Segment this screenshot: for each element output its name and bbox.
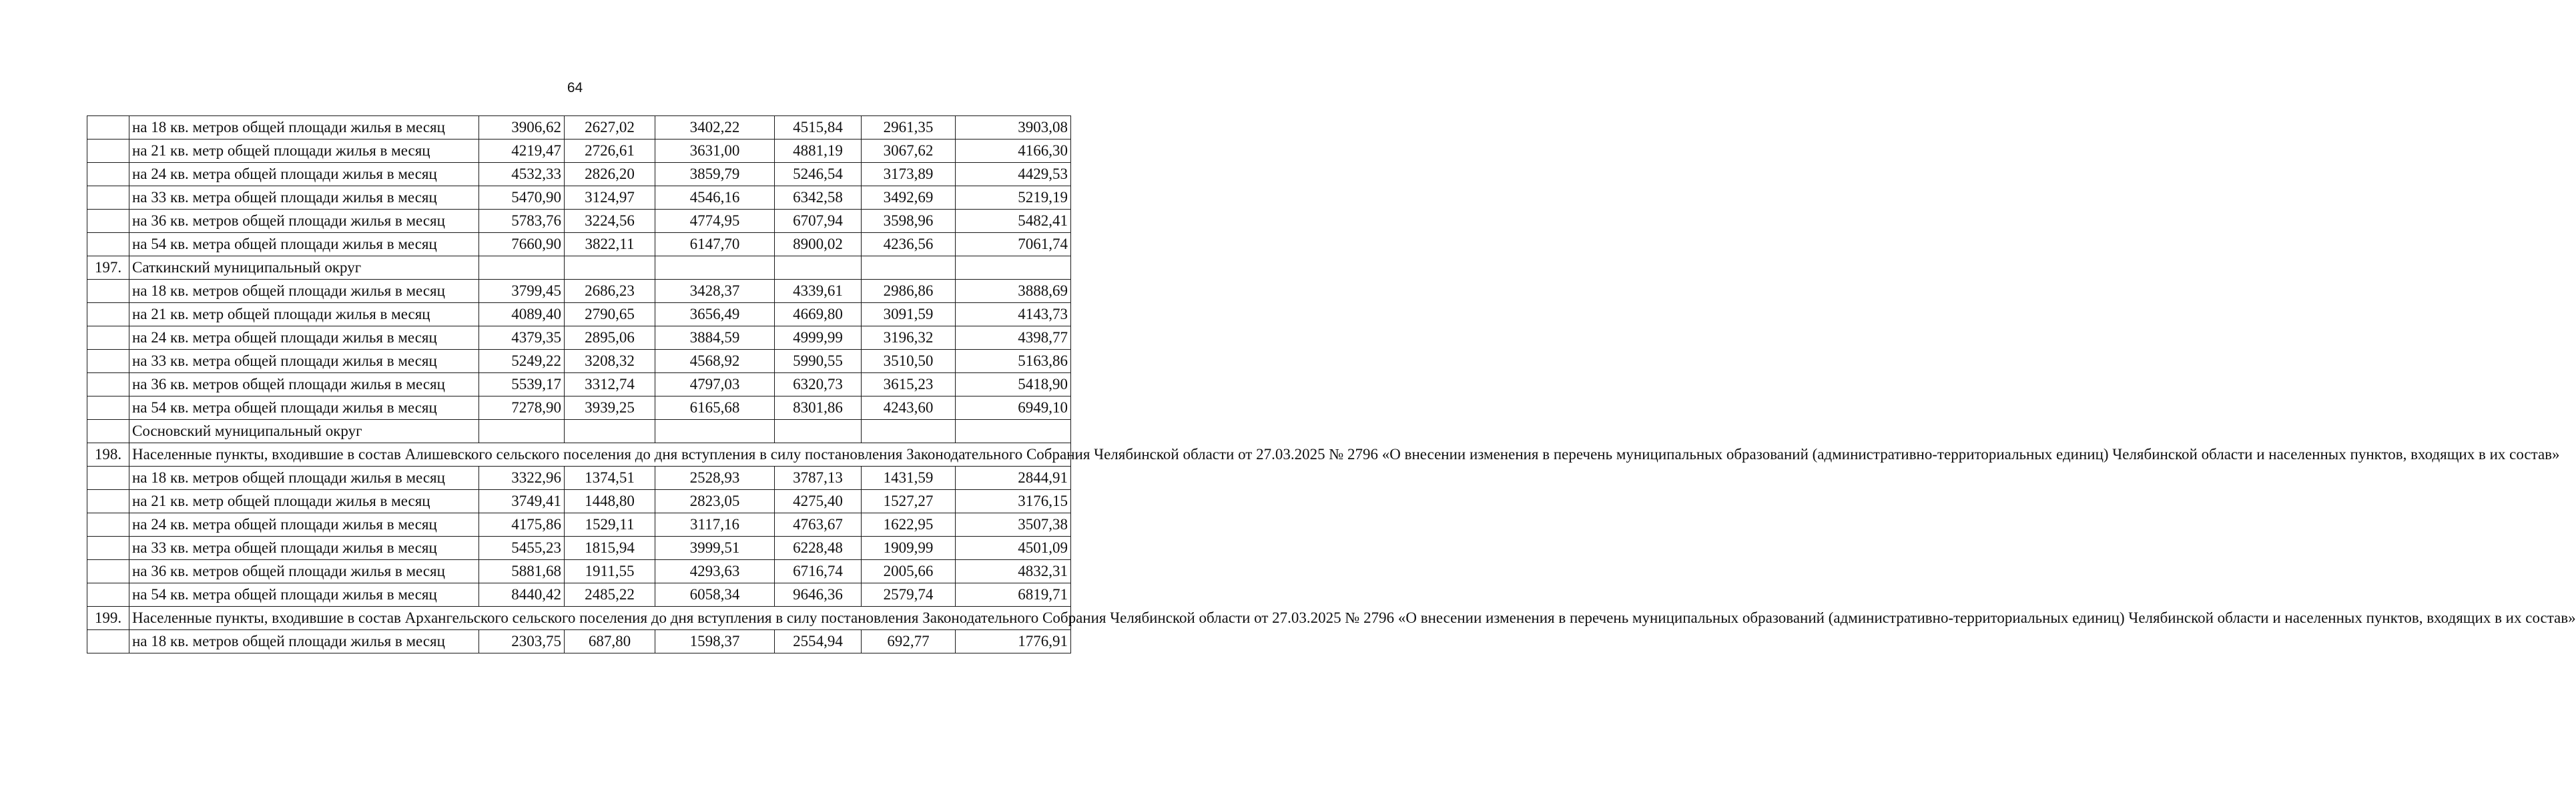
value-cell: 4763,67 [775, 513, 862, 537]
value-cell: 5482,41 [956, 210, 1071, 233]
value-cell: 5783,76 [479, 210, 565, 233]
value-cell: 3507,38 [956, 513, 1071, 537]
value-cell: 4515,84 [775, 116, 862, 140]
table-row [87, 607, 1071, 630]
table-row [87, 490, 1071, 513]
row-label: на 18 кв. метров общей площади жилья в месяц [129, 467, 479, 490]
value-cell: 3615,23 [862, 373, 956, 396]
value-cell: 7660,90 [479, 233, 565, 256]
value-cell: 4669,80 [775, 303, 862, 326]
row-label: на 33 кв. метра общей площади жилья в месяц [129, 350, 479, 373]
value-cell: 4999,99 [775, 326, 862, 350]
value-cell: 6819,71 [956, 583, 1071, 607]
value-cell: 5163,86 [956, 350, 1071, 373]
value-cell: 2579,74 [862, 583, 956, 607]
row-label: Сосновский муниципальный округ [129, 420, 479, 443]
value-cell: 3631,00 [655, 140, 775, 163]
row-label: на 24 кв. метра общей площади жилья в месяц [129, 163, 479, 186]
value-cell: 2895,06 [565, 326, 655, 350]
row-label: на 24 кв. метра общей площади жилья в месяц [129, 513, 479, 537]
table-row [87, 443, 1071, 467]
value-cell [479, 256, 565, 280]
row-number [87, 140, 129, 163]
row-number [87, 537, 129, 560]
table-row [87, 326, 1071, 350]
value-cell: 1529,11 [565, 513, 655, 537]
value-cell: 3939,25 [565, 396, 655, 420]
value-cell: 3799,45 [479, 280, 565, 303]
value-cell: 3402,22 [655, 116, 775, 140]
row-label: на 54 кв. метра общей площади жилья в месяц [129, 233, 479, 256]
value-cell: 6949,10 [956, 396, 1071, 420]
table-row [87, 186, 1071, 210]
value-cell: 1911,55 [565, 560, 655, 583]
row-number [87, 490, 129, 513]
value-cell: 3903,08 [956, 116, 1071, 140]
value-cell: 3822,11 [565, 233, 655, 256]
table-row [87, 560, 1071, 583]
value-cell: 4089,40 [479, 303, 565, 326]
value-cell: 5990,55 [775, 350, 862, 373]
value-cell: 3906,62 [479, 116, 565, 140]
row-number [87, 326, 129, 350]
value-cell: 2554,94 [775, 630, 862, 653]
value-cell: 3999,51 [655, 537, 775, 560]
value-cell: 2823,05 [655, 490, 775, 513]
value-cell: 687,80 [565, 630, 655, 653]
value-cell: 4429,53 [956, 163, 1071, 186]
row-number: 199. [87, 607, 129, 630]
value-cell: 6147,70 [655, 233, 775, 256]
value-cell: 2528,93 [655, 467, 775, 490]
value-cell: 1622,95 [862, 513, 956, 537]
table-row [87, 280, 1071, 303]
row-number [87, 233, 129, 256]
table-row [87, 210, 1071, 233]
value-cell: 2844,91 [956, 467, 1071, 490]
table-row [87, 583, 1071, 607]
value-cell: 4568,92 [655, 350, 775, 373]
value-cell: 3322,96 [479, 467, 565, 490]
row-number [87, 350, 129, 373]
value-cell: 4501,09 [956, 537, 1071, 560]
value-cell: 2686,23 [565, 280, 655, 303]
value-cell: 5219,19 [956, 186, 1071, 210]
value-cell: 6716,74 [775, 560, 862, 583]
value-cell: 1776,91 [956, 630, 1071, 653]
value-cell: 4175,86 [479, 513, 565, 537]
value-cell: 4236,56 [862, 233, 956, 256]
row-label: на 18 кв. метров общей площади жилья в месяц [129, 630, 479, 653]
value-cell: 8301,86 [775, 396, 862, 420]
table-row [87, 396, 1071, 420]
value-cell [775, 420, 862, 443]
row-number [87, 280, 129, 303]
value-cell: 4293,63 [655, 560, 775, 583]
value-cell [479, 420, 565, 443]
value-cell: 6342,58 [775, 186, 862, 210]
value-cell: 6058,34 [655, 583, 775, 607]
table-row [87, 513, 1071, 537]
value-cell: 6320,73 [775, 373, 862, 396]
value-cell: 692,77 [862, 630, 956, 653]
value-cell: 4832,31 [956, 560, 1071, 583]
value-cell: 1374,51 [565, 467, 655, 490]
value-cell: 3091,59 [862, 303, 956, 326]
row-number [87, 513, 129, 537]
row-number: 197. [87, 256, 129, 280]
value-cell: 4797,03 [655, 373, 775, 396]
value-cell: 4219,47 [479, 140, 565, 163]
row-number [87, 560, 129, 583]
value-cell: 3787,13 [775, 467, 862, 490]
table-row [87, 537, 1071, 560]
value-cell [655, 420, 775, 443]
row-label: на 33 кв. метра общей площади жилья в месяц [129, 186, 479, 210]
value-cell: 5539,17 [479, 373, 565, 396]
table-row [87, 373, 1071, 396]
value-cell: 4143,73 [956, 303, 1071, 326]
value-cell: 3067,62 [862, 140, 956, 163]
row-number [87, 303, 129, 326]
value-cell: 2485,22 [565, 583, 655, 607]
value-cell: 5249,22 [479, 350, 565, 373]
table-row [87, 467, 1071, 490]
value-cell: 5455,23 [479, 537, 565, 560]
value-cell: 5470,90 [479, 186, 565, 210]
value-cell: 6707,94 [775, 210, 862, 233]
value-cell: 5418,90 [956, 373, 1071, 396]
value-cell: 2005,66 [862, 560, 956, 583]
table-row [87, 116, 1071, 140]
row-label: на 36 кв. метров общей площади жилья в месяц [129, 210, 479, 233]
value-cell: 3312,74 [565, 373, 655, 396]
value-cell: 2303,75 [479, 630, 565, 653]
value-cell: 4881,19 [775, 140, 862, 163]
value-cell: 3888,69 [956, 280, 1071, 303]
table-row [87, 163, 1071, 186]
value-cell: 3656,49 [655, 303, 775, 326]
table-row [87, 233, 1071, 256]
value-cell [565, 256, 655, 280]
row-number [87, 467, 129, 490]
value-cell: 3598,96 [862, 210, 956, 233]
row-label: на 21 кв. метр общей площади жилья в месяц [129, 303, 479, 326]
value-cell: 3208,32 [565, 350, 655, 373]
row-number [87, 186, 129, 210]
value-cell: 4774,95 [655, 210, 775, 233]
value-cell [956, 256, 1071, 280]
value-cell [565, 420, 655, 443]
value-cell: 4532,33 [479, 163, 565, 186]
value-cell: 7061,74 [956, 233, 1071, 256]
value-cell: 6228,48 [775, 537, 862, 560]
value-cell: 3176,15 [956, 490, 1071, 513]
tariff-table-body [87, 116, 2576, 653]
value-cell: 4339,61 [775, 280, 862, 303]
row-label: на 54 кв. метра общей площади жилья в месяц [129, 583, 479, 607]
table-row [87, 350, 1071, 373]
row-number: 198. [87, 443, 129, 467]
tariff-table [87, 115, 2576, 653]
row-number [87, 420, 129, 443]
value-cell: 4398,77 [956, 326, 1071, 350]
table-row [87, 420, 1071, 443]
value-cell: 3492,69 [862, 186, 956, 210]
value-cell [956, 420, 1071, 443]
row-label: на 18 кв. метров общей площади жилья в месяц [129, 280, 479, 303]
value-cell: 5246,54 [775, 163, 862, 186]
row-number [87, 210, 129, 233]
value-cell: 7278,90 [479, 396, 565, 420]
row-label: Саткинский муниципальный округ [129, 256, 479, 280]
value-cell: 9646,36 [775, 583, 862, 607]
value-cell: 2627,02 [565, 116, 655, 140]
value-cell: 8440,42 [479, 583, 565, 607]
value-cell: 3117,16 [655, 513, 775, 537]
row-number [87, 396, 129, 420]
value-cell: 3884,59 [655, 326, 775, 350]
row-number [87, 373, 129, 396]
value-cell: 2826,20 [565, 163, 655, 186]
value-cell: 1909,99 [862, 537, 956, 560]
value-cell: 5881,68 [479, 560, 565, 583]
row-label: на 21 кв. метр общей площади жилья в месяц [129, 490, 479, 513]
row-label: на 33 кв. метра общей площади жилья в месяц [129, 537, 479, 560]
value-cell [655, 256, 775, 280]
value-cell: 3859,79 [655, 163, 775, 186]
row-label: на 36 кв. метров общей площади жилья в месяц [129, 560, 479, 583]
value-cell: 4546,16 [655, 186, 775, 210]
value-cell: 2726,61 [565, 140, 655, 163]
value-cell: 3196,32 [862, 326, 956, 350]
value-cell: 2961,35 [862, 116, 956, 140]
value-cell: 6165,68 [655, 396, 775, 420]
row-number [87, 583, 129, 607]
value-cell [862, 256, 956, 280]
row-label: на 21 кв. метр общей площади жилья в месяц [129, 140, 479, 163]
value-cell: 3510,50 [862, 350, 956, 373]
settlement-description: Населенные пункты, входившие в состав Архангельского сельского поселения до дня вступления в силу постановления Законодательного Собрания Челябинской области от 27.03.2025 № 2796 «О внесении изменения в перечень муниципальных образований (административно-территориальных единиц) Челябинской области и населенных пунктов, входящих в их состав» [129, 607, 1071, 630]
table-row [87, 303, 1071, 326]
value-cell: 1598,37 [655, 630, 775, 653]
value-cell: 1431,59 [862, 467, 956, 490]
value-cell: 2986,86 [862, 280, 956, 303]
value-cell: 3224,56 [565, 210, 655, 233]
value-cell: 4243,60 [862, 396, 956, 420]
value-cell: 3173,89 [862, 163, 956, 186]
row-label: на 18 кв. метров общей площади жилья в месяц [129, 116, 479, 140]
table-row [87, 630, 1071, 653]
row-number [87, 116, 129, 140]
table-row [87, 140, 1071, 163]
value-cell: 4166,30 [956, 140, 1071, 163]
value-cell: 3428,37 [655, 280, 775, 303]
row-number [87, 163, 129, 186]
value-cell: 3749,41 [479, 490, 565, 513]
table-row [87, 256, 1071, 280]
value-cell: 1448,80 [565, 490, 655, 513]
row-label: на 36 кв. метров общей площади жилья в месяц [129, 373, 479, 396]
value-cell: 3124,97 [565, 186, 655, 210]
value-cell [775, 256, 862, 280]
value-cell: 8900,02 [775, 233, 862, 256]
value-cell: 1815,94 [565, 537, 655, 560]
row-number [87, 630, 129, 653]
row-label: на 24 кв. метра общей площади жилья в месяц [129, 326, 479, 350]
value-cell: 2790,65 [565, 303, 655, 326]
value-cell [862, 420, 956, 443]
value-cell: 4379,35 [479, 326, 565, 350]
value-cell: 4275,40 [775, 490, 862, 513]
settlement-description: Населенные пункты, входившие в состав Алишевского сельского поселения до дня вступления в силу постановления Законодательного Собрания Челябинской области от 27.03.2025 № 2796 «О внесении изменения в перечень муниципальных образований (административно-территориальных единиц) Челябинской области и населенных пунктов, входящих в их состав» [129, 443, 1071, 467]
value-cell: 1527,27 [862, 490, 956, 513]
row-label: на 54 кв. метра общей площади жилья в месяц [129, 396, 479, 420]
page-number: 64 [567, 80, 583, 95]
